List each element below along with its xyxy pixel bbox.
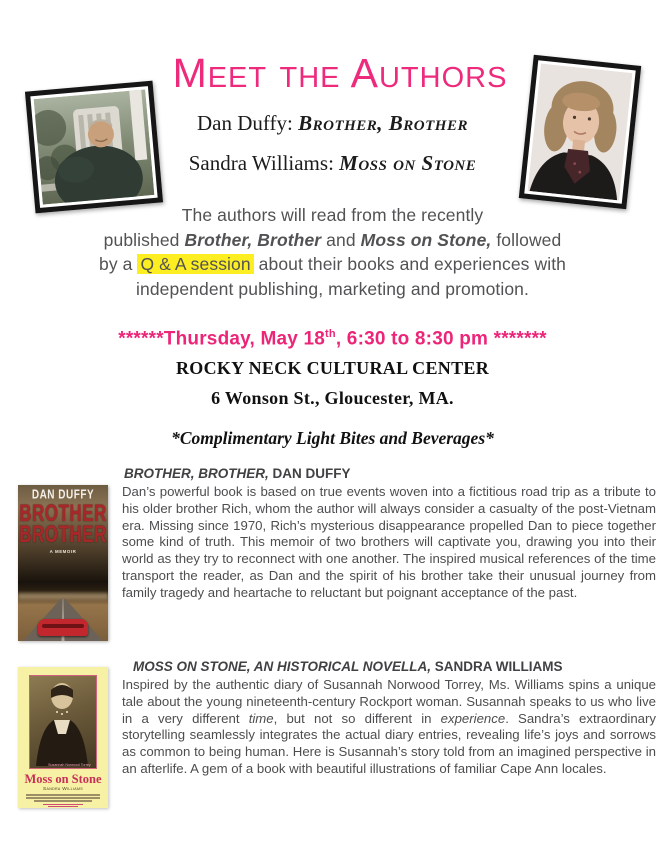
book2-heading-author: SANDRA WILLIAMS: [434, 659, 563, 674]
cover2-fine-print-line: [34, 800, 92, 802]
cover2-fine-print-line-pink: [48, 806, 78, 807]
book2-description-text: Inspired by the authentic diary of Susannah Norwood Torrey, Ms. Williams spins a unique tale about the young nineteenth-century Rockport woman. Susannah speaks to us who live in a very different: [122, 677, 656, 726]
event-venue: ROCKY NECK CULTURAL CENTER: [175, 358, 490, 378]
book1-heading-author: DAN DUFFY: [272, 466, 351, 481]
intro-text: The authors will read from the recently: [181, 205, 484, 225]
intro-text: and: [321, 229, 361, 250]
refreshments-note: *Complimentary Light Bites and Beverages*: [171, 428, 494, 448]
event-date-text: ******Thursday, May 18: [118, 328, 326, 350]
intro-paragraph: [0, 203, 665, 301]
event-time-text: , 6:30 to 8:30 pm *******: [335, 328, 547, 350]
intro-booktitle-moss: Moss on Stone,: [360, 229, 492, 250]
intro-line-4: [0, 277, 665, 302]
intro-text: followed: [491, 229, 562, 250]
book-title-moss: Moss on Stone: [339, 151, 477, 175]
cover1-subtitle: A MEMOIR: [49, 549, 77, 554]
book1-heading: [124, 466, 658, 481]
event-date-line: [0, 328, 665, 350]
cover1-title-line2: BROTHER: [19, 520, 107, 548]
author-name-dan: Dan Duffy:: [197, 111, 293, 135]
book2-italic-word: time: [248, 710, 274, 726]
intro-text: about their books and experiences with: [253, 254, 566, 274]
book2-description: [122, 677, 656, 778]
book1-description-text: Dan’s powerful book is based on true events woven into a fictitious road trip as a tribute to his older brother Rich, whom the author will always consider a casualty of the post-Vietnam era. Missing since 1970, Rich’s mysterious disappearance propelled Dan to piece together some kind of truth. This memoir of two brothers will captivate you, drawing you into their world as they try to reconnect with one another. The inspired musical references of the time transport the reader, as Dan and the spirit of his brother take their unusual journey from family tragedy and heartache to reluctant but poignant acceptance of the past.: [122, 484, 656, 600]
intro-booktitle-brother: Brother, Brother: [184, 229, 322, 250]
intro-text: published: [103, 229, 185, 250]
cover2-author-name: Sandra Williams: [43, 786, 83, 792]
intro-line-1: [0, 203, 665, 228]
book2-heading-title: MOSS ON STONE, AN HISTORICAL NOVELLA,: [133, 659, 432, 674]
book1-description: [122, 484, 656, 602]
dan-portrait-art: [34, 89, 155, 204]
cover1-title-line1: BROTHER: [19, 500, 107, 527]
cover2-portrait-figure: [30, 676, 94, 766]
cover2-caption: Susannah Norwood Torrey: [48, 762, 91, 767]
author-line-sandra: [0, 151, 665, 176]
book-cover-brother: [18, 485, 108, 641]
cover1-author-name: DAN DUFFY: [31, 488, 95, 503]
cover2-title: Moss on Stone: [24, 772, 102, 786]
event-address: 6 Wonson St., Gloucester, MA.: [211, 388, 454, 408]
cover2-fine-print-line: [26, 794, 100, 796]
author-name-sandra: Sandra Williams:: [188, 151, 334, 175]
page-title: Meet the Authors: [172, 50, 508, 96]
cover1-road-art: [18, 581, 108, 641]
intro-line-3: [0, 252, 665, 277]
cover1-red-car-art: [38, 619, 88, 636]
author-line-dan: [0, 111, 665, 136]
book-title-brother: Brother, Brother: [298, 111, 468, 135]
intro-line-2: [0, 228, 665, 253]
author-photo-dan: [25, 81, 163, 214]
cover2-fine-print-line: [26, 797, 100, 799]
book-cover-moss: [18, 667, 108, 808]
intro-text: independent publishing, marketing and promotion.: [136, 278, 529, 299]
book1-heading-title: BROTHER, BROTHER,: [124, 466, 269, 481]
intro-text: by a: [99, 254, 138, 274]
cover2-fine-print-line-pink: [43, 804, 83, 805]
qa-session-highlight: Q & A session: [137, 254, 253, 274]
book2-italic-word: experience: [440, 710, 506, 726]
event-date-ordinal: th: [325, 328, 336, 340]
book2-description-text: . Sandra’s extraordinary storytelling seamlessly integrates the actual diary entries, revealing life’s joys and sorrows as common to being human. Here is Susannah’s story told from an imagined perspective in an afterlife. A gem of a book with beautiful illustrations of familiar Cape Ann locales.: [122, 710, 656, 776]
book2-description-text: , but not so different in: [273, 710, 441, 726]
cover2-portrait-art: [29, 675, 97, 769]
book2-heading: [124, 659, 665, 674]
